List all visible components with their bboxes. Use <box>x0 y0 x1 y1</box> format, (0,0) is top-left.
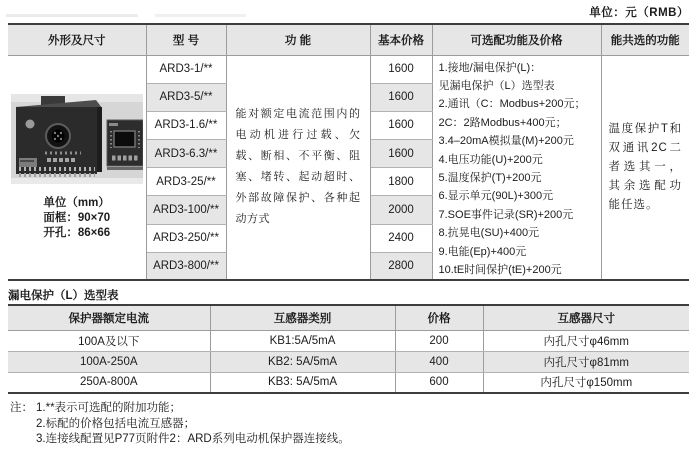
price-cell: 600 <box>395 372 483 393</box>
dimensions-text <box>43 196 110 241</box>
header-ct-size: 互感器尺寸 <box>483 305 689 330</box>
footnote-line: 2.标配的价格包括电流互感器； <box>36 417 196 430</box>
table-row <box>8 55 689 83</box>
model-cell: ARD3-6.3/** <box>146 140 226 168</box>
model-cell: ARD3-25/** <box>146 168 226 196</box>
motor-protector-photo-illustration <box>11 94 143 184</box>
product-photo <box>11 94 143 184</box>
dimensions-unit: 单位（mm） <box>43 196 110 209</box>
model-cell: ARD3-250/** <box>146 224 226 252</box>
function-text: 能对额定电流范围内的电动机进行过载、欠载、断相、不平衡、阻塞、堵转、起动超时、外部故障保护、各种起动方式 <box>235 108 361 226</box>
optional-line: 见漏电保护（L）选型表 <box>438 79 555 92</box>
header-ct-type: 互感器类别 <box>210 305 395 330</box>
main-table-header-row <box>8 24 689 55</box>
optional-line: 8.抗晃电(SU)+400元 <box>438 227 540 240</box>
price-cell: 1600 <box>370 140 432 168</box>
optional-line: 4.电压功能(U)+200元 <box>438 153 543 166</box>
unit-note: 单位：元（RMB） <box>589 7 689 19</box>
header-rated-current: 保护器额定电流 <box>8 305 210 330</box>
footnote-line: 1.**表示可选配的附加功能； <box>36 402 182 414</box>
optional-line: 2C：2路Modbus+400元； <box>438 116 567 129</box>
price-cell: 400 <box>395 351 483 372</box>
leakage-table-header-row <box>8 305 689 330</box>
table-row <box>8 351 689 372</box>
optional-line: 5.温度保护(T)+200元 <box>438 171 542 184</box>
footnote-label: 注： <box>10 402 33 414</box>
header-optional: 可选配功能及价格 <box>432 24 601 55</box>
model-cell: ARD3-800/** <box>146 252 226 280</box>
ct-type-cell: KB2: 5A/5mA <box>210 351 395 372</box>
dimensions-frame: 面框：90×70 <box>43 211 111 224</box>
price-cell: 2800 <box>370 252 432 280</box>
optional-line: 6.显示单元(90L)+300元 <box>438 190 554 203</box>
leakage-selection-table <box>8 304 689 394</box>
optional-line: 10.tE时间保护(tE)+200元 <box>438 263 562 276</box>
header-price: 价格 <box>395 305 483 330</box>
ct-type-cell: KB3: 5A/5mA <box>210 372 395 393</box>
dimensions-cutout: 开孔：86×66 <box>43 226 111 239</box>
ct-type-cell: KB1:5A/5mA <box>210 330 395 351</box>
header-model: 型 号 <box>146 24 226 55</box>
optional-line: 1.接地/漏电保护(L)： <box>438 61 542 74</box>
footnote-lines <box>10 401 350 448</box>
model-cell: ARD3-1/** <box>146 55 226 83</box>
optional-line: 9.电能(Ep)+400元 <box>438 245 527 258</box>
function-cell <box>226 55 370 280</box>
compatible-functions-text: 温度保护T和双通讯2C二者选其一，其余选配功能任选。 <box>608 122 682 211</box>
product-photo-cell <box>8 55 146 280</box>
price-cell: 1600 <box>370 83 432 111</box>
leakage-table-title: 漏电保护（L）选型表 <box>8 290 119 302</box>
model-cell: ARD3-100/** <box>146 196 226 224</box>
main-price-table <box>8 23 689 281</box>
price-cell: 1600 <box>370 111 432 139</box>
model-cell: ARD3-1.6/** <box>146 111 226 139</box>
scan-artifact <box>6 14 246 17</box>
rated-current-cell: 100A及以下 <box>8 330 210 351</box>
ct-size-cell: 内孔尺寸φ150mm <box>483 372 689 393</box>
footnotes <box>10 401 350 448</box>
footnote-line: 3.连接线配置见P77页附件2：ARD系列电动机保护器连接线。 <box>36 433 350 445</box>
model-cell: ARD3-5/** <box>146 83 226 111</box>
header-shape: 外形及尺寸 <box>8 24 146 55</box>
rated-current-cell: 250A-800A <box>8 372 210 393</box>
optional-line: 7.SOE事件记录(SR)+200元 <box>438 208 574 221</box>
header-function: 功 能 <box>226 24 370 55</box>
table-row <box>8 330 689 351</box>
price-cell: 2000 <box>370 196 432 224</box>
ct-size-cell: 内孔尺寸φ81mm <box>483 351 689 372</box>
optional-line: 3.4–20mA模拟量(M)+200元 <box>438 135 574 148</box>
price-cell: 1600 <box>370 55 432 83</box>
price-cell: 2400 <box>370 224 432 252</box>
header-base-price: 基本价格 <box>370 24 432 55</box>
compatible-functions-cell <box>601 55 689 280</box>
optional-features-list <box>433 56 601 280</box>
optional-features-cell <box>432 55 601 280</box>
rated-current-cell: 100A-250A <box>8 351 210 372</box>
header-compatible: 能共选的功能 <box>601 24 689 55</box>
ct-size-cell: 内孔尺寸φ46mm <box>483 330 689 351</box>
price-cell: 200 <box>395 330 483 351</box>
table-row <box>8 372 689 393</box>
optional-line: 2.通讯（C：Modbus+200元； <box>438 98 586 111</box>
price-cell: 1800 <box>370 168 432 196</box>
